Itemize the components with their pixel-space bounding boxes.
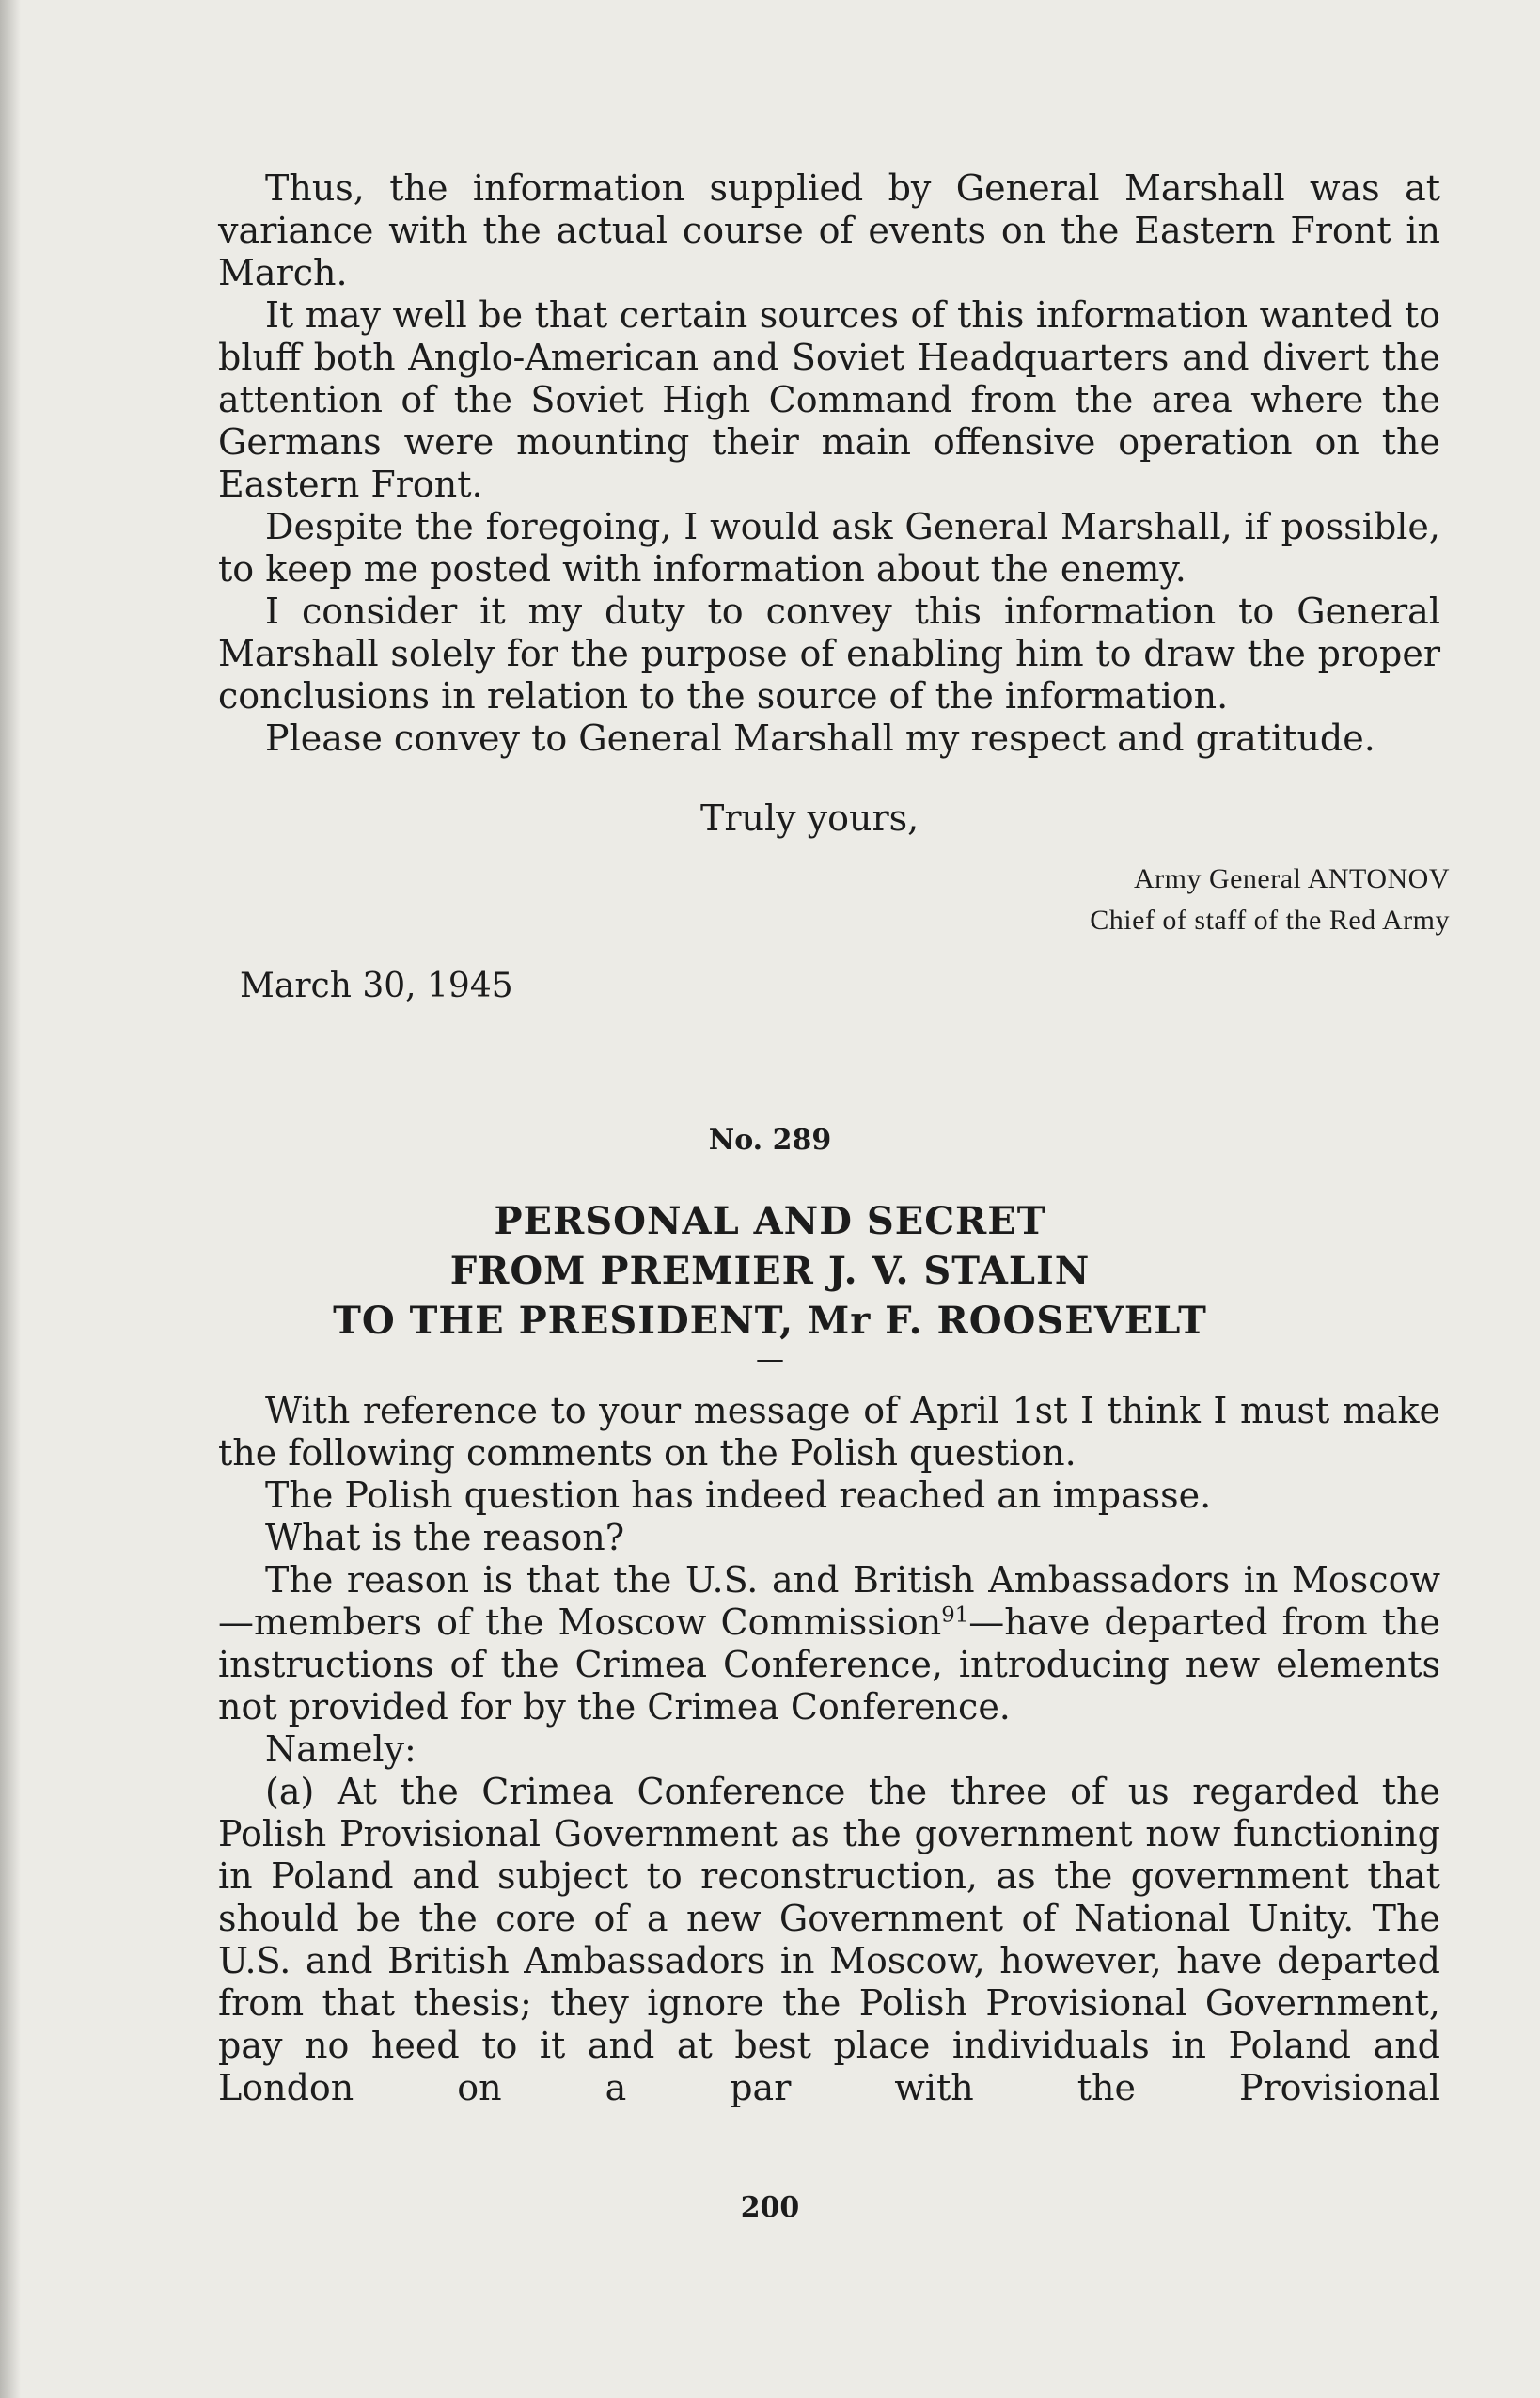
letter-date: March 30, 1945: [240, 967, 513, 1005]
heading-line-3: TO THE PRESIDENT, Mr F. ROOSEVELT: [333, 1299, 1207, 1343]
signature-title: Chief of staff of the Red Army: [1090, 905, 1450, 936]
paragraph-6: With reference to your message of April 1st I think I must make the following comments on the Polish question.: [218, 1390, 1440, 1474]
paragraph-5: Please convey to General Marshall my respect and gratitude.: [265, 718, 1375, 759]
paragraph-9-text-b: —have departed from the instructions of the Crimea Conference, introducing new elements not provided for by the Crimea Conference.: [218, 1601, 1440, 1728]
paragraph-7: The Polish question has indeed reached an impasse.: [265, 1475, 1212, 1516]
paragraph-10: Namely:: [265, 1728, 416, 1770]
heading-line-1: PERSONAL AND SECRET: [494, 1199, 1046, 1243]
letter-1-body: [218, 167, 1440, 760]
document-number: No. 289: [708, 1124, 832, 1157]
letter-2-body: [218, 1390, 1440, 2109]
page-number: 200: [740, 2191, 800, 2224]
separator: —: [756, 1343, 784, 1376]
paragraph-11: (a) At the Crimea Conference the three of us regarded the Polish Provisional Government as the government now functioning in Poland and subject to reconstruction, as the government that should be the core of a new Government of National Unity. The U.S. and British Ambassadors in Moscow, however, have departed from that thesis; they ignore the Polish Provisional Government, pay no heed to it and at best place individuals in Poland and London on a par with the Provisional: [218, 1771, 1440, 2108]
paragraph-4: I consider it my duty to convey this information to General Marshall solely for the purpose of enabling him to draw the proper conclusions in relation to the source of the information.: [218, 591, 1440, 717]
paragraph-3: Despite the foregoing, I would ask General Marshall, if possible, to keep me posted with information about the enemy.: [218, 506, 1440, 590]
closing: Truly yours,: [700, 797, 919, 839]
paragraph-2: It may well be that certain sources of this information wanted to bluff both Anglo-American and Soviet Headquarters and divert the attention of the Soviet High Command from the area where the Germans were mounting their main offensive operation on the Eastern Front.: [218, 294, 1440, 505]
paragraph-9: [218, 1559, 1440, 1728]
paragraph-1: Thus, the information supplied by General Marshall was at variance with the actual course of events on the Eastern Front in March.: [218, 167, 1440, 293]
footnote-ref: 91: [941, 1602, 969, 1628]
paragraph-9-text-a: The reason is that the U.S. and British Ambassadors in Moscow—members of the Moscow Commission: [218, 1559, 1440, 1643]
paragraph-8: What is the reason?: [265, 1517, 625, 1558]
heading-line-2: FROM PREMIER J. V. STALIN: [449, 1249, 1091, 1293]
signature-name: Army General ANTONOV: [1133, 863, 1450, 894]
